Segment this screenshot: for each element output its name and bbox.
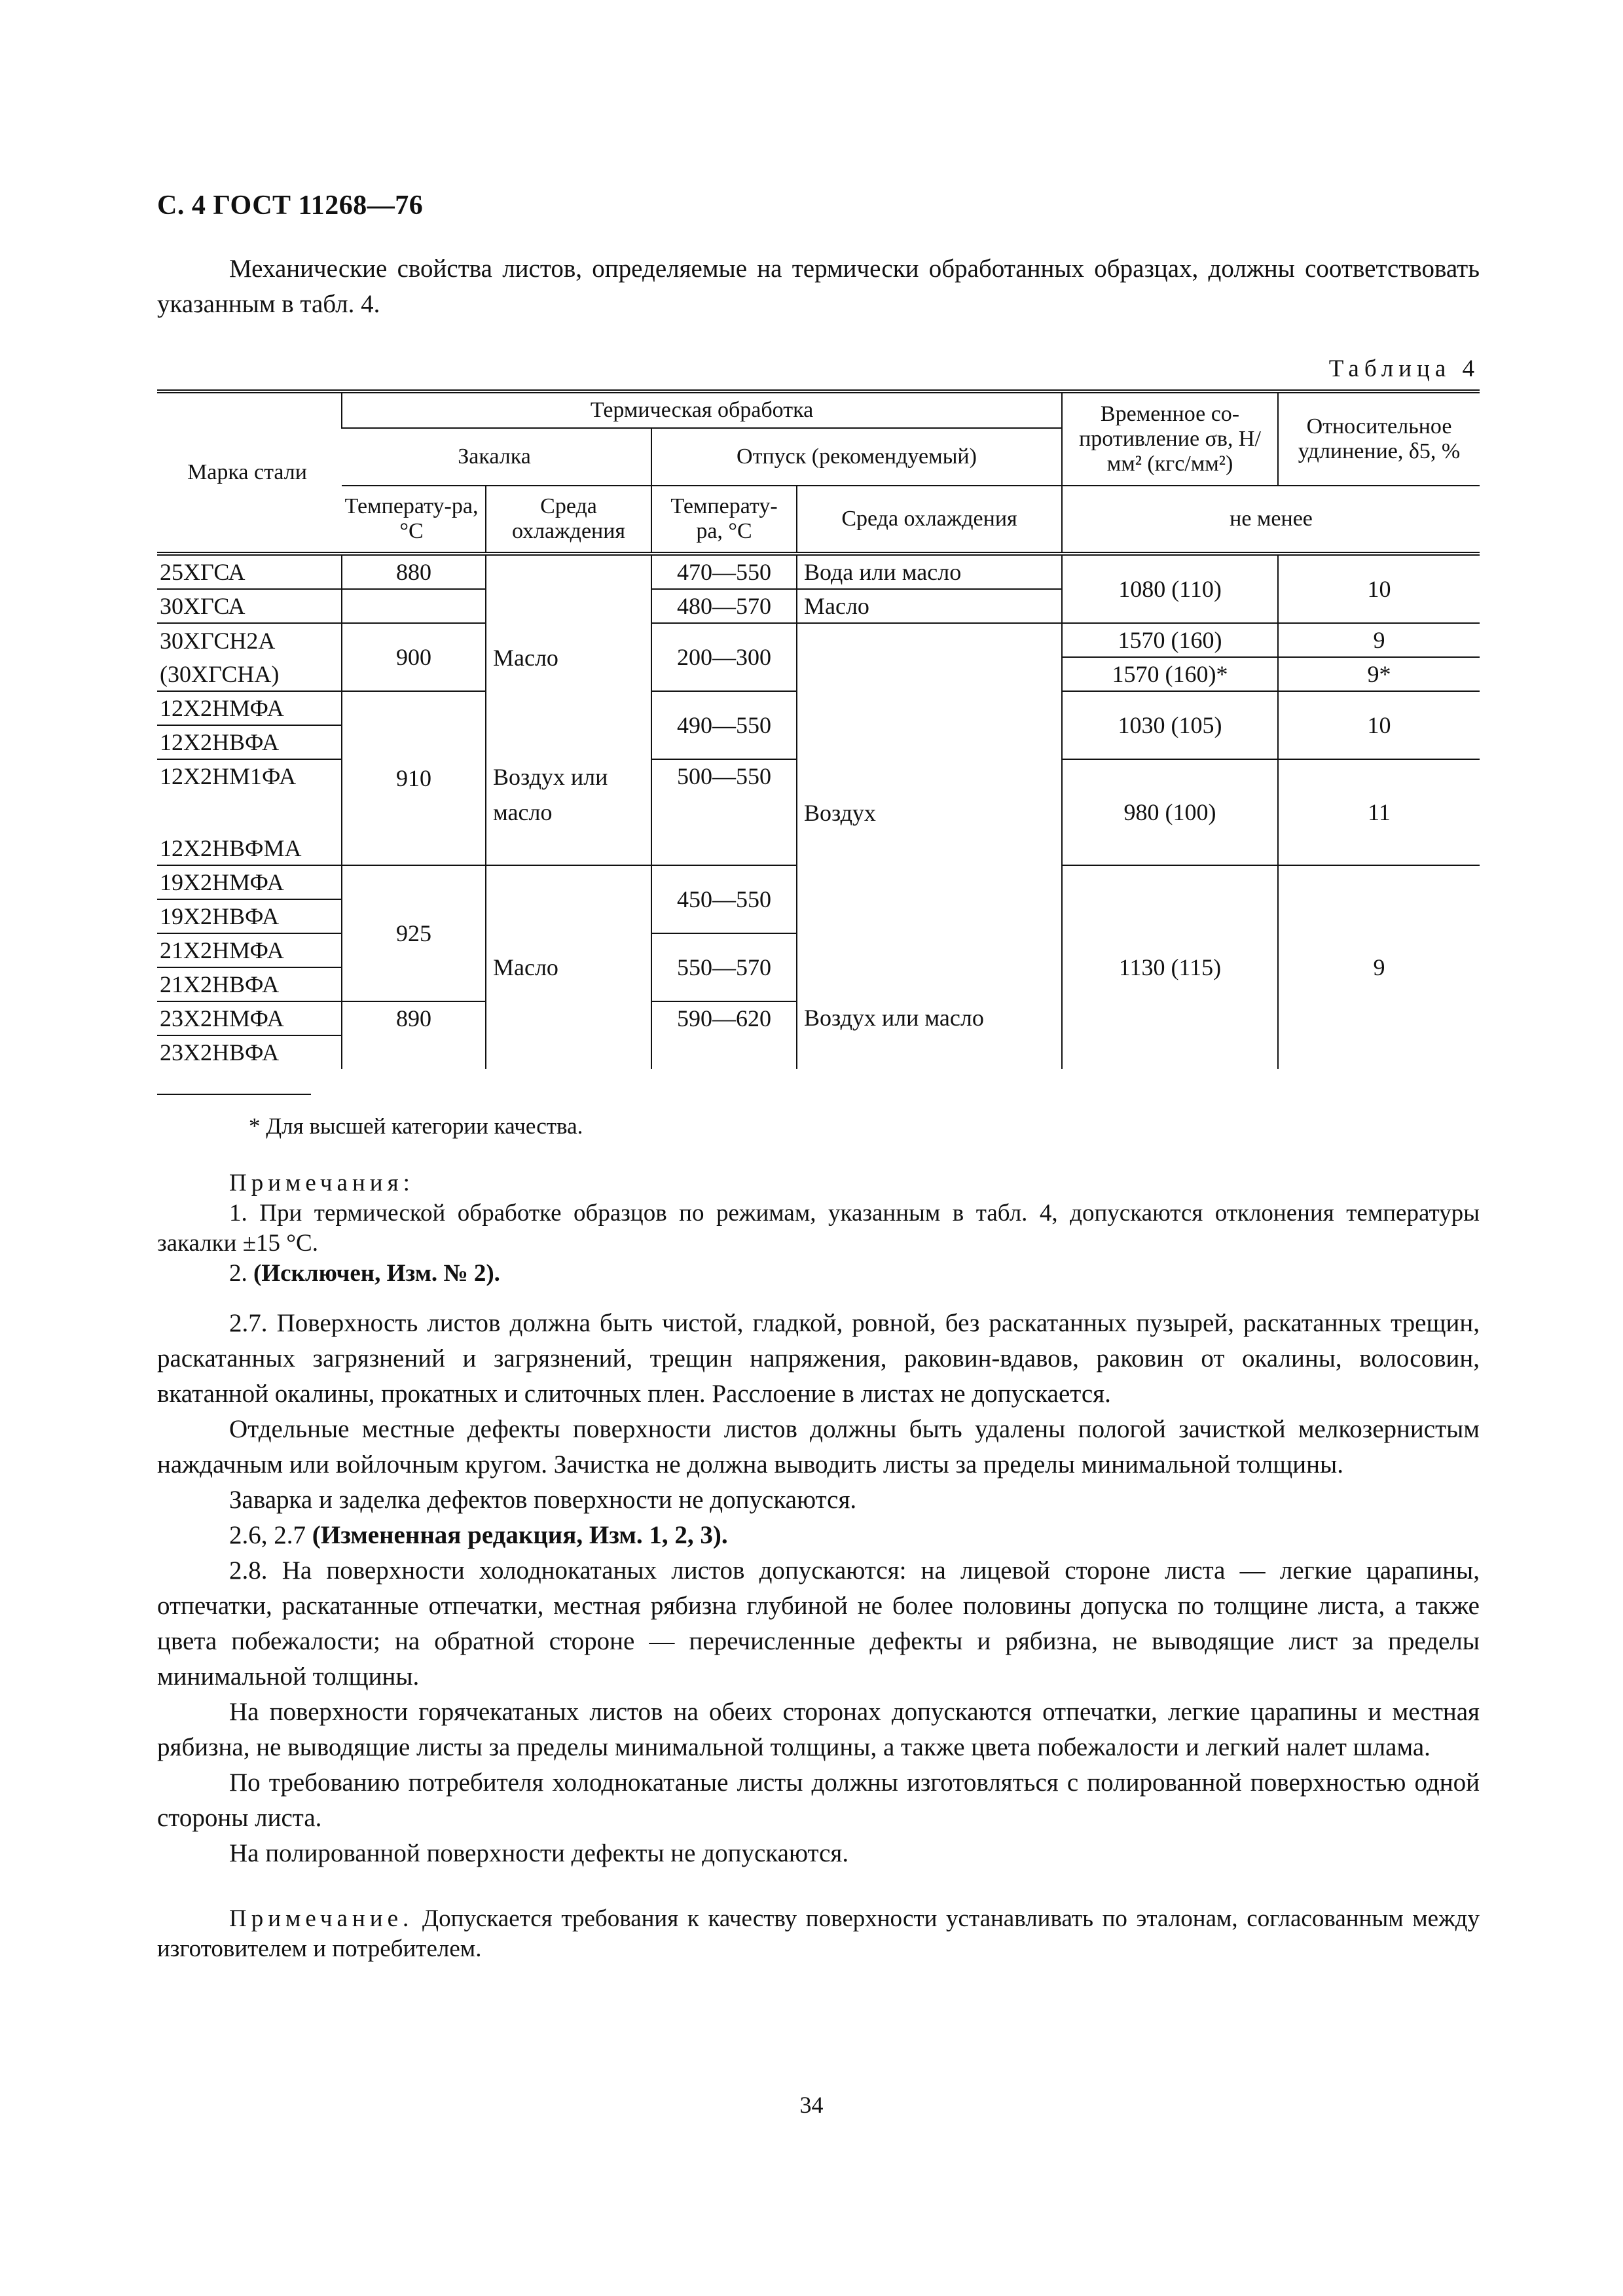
th-strength: Временное со-противление σв, Н/мм² (кгс/мм²) bbox=[1062, 391, 1278, 486]
temper-medium-cell: Масло bbox=[797, 589, 1062, 623]
note-2 bbox=[157, 1259, 1480, 1289]
temper-temp-cell: 470—550 bbox=[651, 554, 797, 589]
steel-cell: 19Х2НМФА bbox=[157, 865, 342, 899]
paragraph-2-8-d: На полированной поверхности дефекты не допускаются. bbox=[229, 1839, 849, 1867]
quench-temp-cell: 890 bbox=[342, 1001, 486, 1069]
th-temper-medium: Среда охлаждения bbox=[797, 486, 1062, 554]
th-quench-medium: Среда охлаждения bbox=[486, 486, 651, 554]
paragraph-2-8: 2.8. На поверхности холоднокатаных листов допускаются: на лицевой стороне листа — легкие царапины, отпечатки, раскатанные отпечатки, местная рябизна глубиной не более половины допуска по толщине листа, а также цвета побежалости; на обратной стороне — перечисленные дефекты и рябизна, не выводящие лист за пределы минимальной толщины. bbox=[157, 1556, 1480, 1691]
steel-cell: 12Х2НВФА bbox=[157, 725, 342, 759]
final-note bbox=[157, 1904, 1480, 1964]
elongation-cell: 9 bbox=[1278, 865, 1480, 1069]
steel-cell: 23Х2НМФА bbox=[157, 1001, 342, 1035]
temper-temp-cell: 500—550 bbox=[651, 759, 797, 865]
steel-cell: 12Х2НМФА bbox=[157, 691, 342, 725]
properties-table bbox=[157, 389, 1480, 1069]
quench-medium-cell: Масло bbox=[486, 865, 651, 1069]
paragraph-2-7: 2.7. Поверхность листов должна быть чистой, гладкой, ровной, без раскатанных пузырей, раскатанных трещин, раскатанных загрязнений и загрязнений, трещин напряжения, раковин-вдавов, раковин от окалины, волосовин, вкатанной окалины, прокатных и слиточных плен. Расслоение в листах не допускается. bbox=[157, 1309, 1480, 1408]
note-2-number: 2. bbox=[229, 1260, 247, 1287]
final-note-text: Допускается требования к качеству поверхности устанавливать по эталонам, согласованным между изготовителем и потребителем. bbox=[157, 1905, 1480, 1962]
temper-temp-cell: 200—300 bbox=[651, 623, 797, 691]
th-heat-treatment: Термическая обработка bbox=[342, 391, 1062, 428]
paragraph-2-7-b: Отдельные местные дефекты поверхности листов должны быть удалены пологой зачисткой мелкозернистым наждачным или войлочным кругом. Зачистка не должна выводить листы за пределы минимальной толщины. bbox=[157, 1415, 1480, 1479]
quench-temp-cell: 910 bbox=[342, 691, 486, 865]
quench-temp-cell: 925 bbox=[342, 865, 486, 1001]
steel-cell: 21Х2НВФА bbox=[157, 967, 342, 1001]
paragraph-2-8-b: На поверхности горячекатаных листов на обеих сторонах допускаются отпечатки, легкие царапины и местная рябизна, не выводящие листы за пределы минимальной толщины, а также цвета побежалости и легкий налет шлама. bbox=[157, 1698, 1480, 1761]
temper-temp-cell: 450—550 bbox=[651, 865, 797, 933]
temper-temp-cell: 590—620 bbox=[651, 1001, 797, 1069]
temper-temp-cell: 550—570 bbox=[651, 933, 797, 1001]
temper-temp-cell: 480—570 bbox=[651, 589, 797, 623]
steel-cell: 19Х2НВФА bbox=[157, 899, 342, 933]
temper-medium-cell: Вода или масло bbox=[797, 554, 1062, 589]
footnote: * Для высшей категории качества. bbox=[249, 1113, 583, 1139]
quench-medium-cell: Воздух или масло bbox=[486, 759, 651, 865]
footnote-divider bbox=[157, 1094, 311, 1095]
steel-cell: 25ХГСА bbox=[157, 554, 342, 589]
strength-cell: 1570 (160) bbox=[1062, 623, 1278, 657]
elongation-cell: 11 bbox=[1278, 759, 1480, 865]
steel-cell: (30ХГСНА) bbox=[157, 657, 342, 691]
paragraph-2-8-c: По требованию потребителя холоднокатаные листы должны изготовляться с полированной поверхностью одной стороны листа. bbox=[157, 1768, 1480, 1832]
steel-cell: 21Х2НМФА bbox=[157, 933, 342, 967]
note-2-text: (Исключен, Изм. № 2). bbox=[253, 1260, 500, 1287]
amendment-text: (Измененная редакция, Изм. 1, 2, 3). bbox=[312, 1521, 728, 1549]
strength-cell: 980 (100) bbox=[1062, 759, 1278, 865]
temper-medium-cell: Воздух bbox=[797, 623, 1062, 1001]
elongation-cell: 9* bbox=[1278, 657, 1480, 691]
paragraph-2-7-c: Заварка и заделка дефектов поверхности не допускаются. bbox=[229, 1486, 857, 1514]
th-quench-temp: Температу-ра, °С bbox=[342, 486, 486, 554]
final-note-title: Примечание. bbox=[229, 1905, 414, 1932]
th-elongation: Относительное удлинение, δ5, % bbox=[1278, 391, 1480, 486]
steel-cell: 30ХГСН2А bbox=[160, 627, 276, 654]
strength-cell: 1080 (110) bbox=[1062, 554, 1278, 623]
note-1: 1. При термической обработке образцов по режимам, указанным в табл. 4, допускаются отклонения температуры закалки ±15 °С. bbox=[157, 1200, 1480, 1257]
quench-medium-cell: Масло bbox=[486, 554, 651, 759]
document-header: С. 4 ГОСТ 11268—76 bbox=[157, 190, 424, 221]
th-temper: Отпуск (рекомендуемый) bbox=[651, 428, 1062, 486]
elongation-cell: 9 bbox=[1278, 623, 1480, 657]
temper-medium-cell: Воздух или масло bbox=[797, 1001, 1062, 1069]
steel-cell: 12Х2НМ1ФА bbox=[160, 763, 297, 789]
strength-cell: 1570 (160)* bbox=[1062, 657, 1278, 691]
table-caption: Таблица 4 bbox=[1328, 355, 1480, 382]
th-not-less: не менее bbox=[1062, 486, 1480, 554]
strength-cell: 1130 (115) bbox=[1062, 865, 1278, 1069]
strength-cell: 1030 (105) bbox=[1062, 691, 1278, 759]
th-quench: Закалка bbox=[342, 428, 651, 486]
elongation-cell: 10 bbox=[1278, 691, 1480, 759]
page-number: 34 bbox=[799, 2092, 824, 2118]
amendment-number: 2.6, 2.7 bbox=[229, 1521, 306, 1549]
quench-temp-cell: 880 bbox=[342, 554, 486, 589]
th-temper-temp: Температу-ра, °С bbox=[651, 486, 797, 554]
steel-cell: 30ХГСА bbox=[157, 589, 342, 623]
quench-temp-cell: 900 bbox=[342, 623, 486, 691]
amendment-2-6-2-7 bbox=[157, 1518, 1480, 1553]
elongation-cell: 10 bbox=[1278, 554, 1480, 623]
temper-temp-cell: 490—550 bbox=[651, 691, 797, 759]
notes-title: Примечания: bbox=[229, 1170, 414, 1196]
th-steel: Марка стали bbox=[157, 391, 342, 554]
intro-paragraph: Механические свойства листов, определяемые на термически обработанных образцах, должны соответствовать указанным в табл. 4. bbox=[157, 255, 1480, 318]
steel-cell: 23Х2НВФА bbox=[160, 1039, 280, 1066]
steel-cell: 12Х2НВФМА bbox=[157, 832, 342, 865]
page bbox=[157, 190, 1480, 1964]
